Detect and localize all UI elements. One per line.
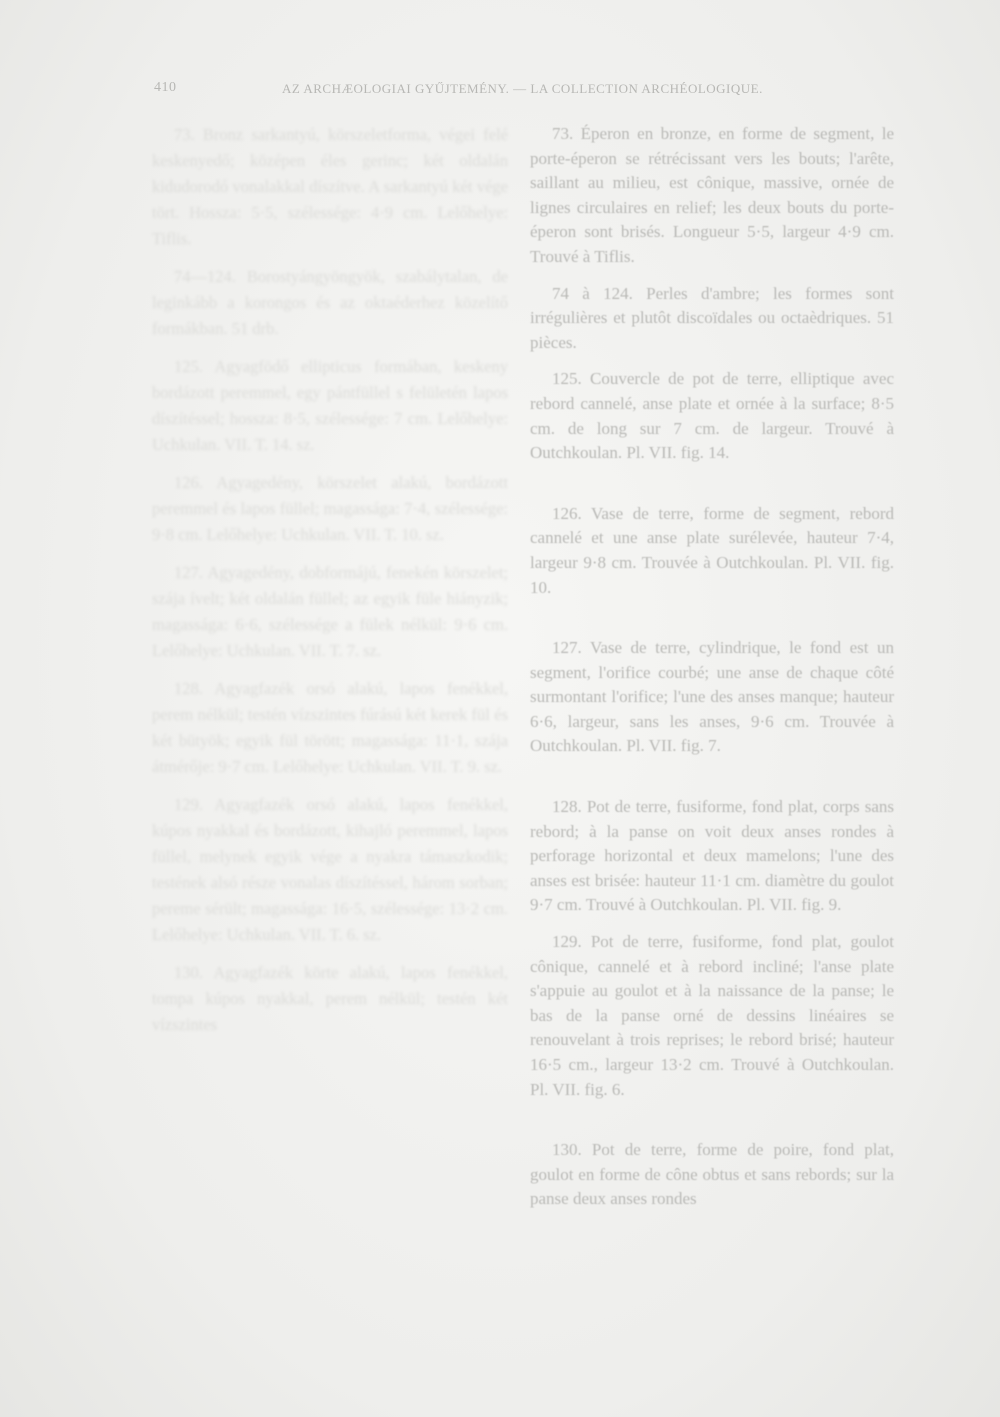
- catalog-entry-fr-126: 126. Vase de terre, forme de segment, rebord cannelé et une anse plate surélevée, hauteur 7·4, largeur 9·8 cm. Trouvée à Outchkoulan. Pl. VII. fig. 10.: [530, 503, 894, 597]
- catalog-entry-hu-129: 129. Agyagfazék orsó alakú, lapos fenékkel, kúpos nyakkal és bordázott, kihajló peremmel, lapos füllel, melynek egyik vége a nyakra támaszkodik; testének alsó része vonalas díszítéssel, három sorban; pereme sérült; magassága: 16·5, szélessége: 13·2 cm. Lelőhelye: Uchkulan. VII. T. 6. sz.: [152, 795, 508, 944]
- hungarian-column: [152, 122, 508, 1050]
- catalog-entry-hu-74-124: 74—124. Borostyángyöngyök, szabálytalan, de leginkább a korongos és az oktaéderhez közelítő formákban. 51 drb.: [152, 267, 508, 338]
- page-number: 410: [154, 80, 177, 95]
- french-column: [530, 122, 894, 1224]
- catalog-entry-fr-127: 127. Vase de terre, cylindrique, le fond est un segment, l'orifice courbé; une anse de chaque côté surmontant l'orifice; l'une des anses manque; hauteur 6·6, largeur, sans les anses, 9·6 cm. Trouvée à Outchkoulan. Pl. VII. fig. 7.: [530, 638, 894, 756]
- catalog-entry-fr-129: 129. Pot de terre, fusiforme, fond plat, goulot cônique, cannelé et à rebord incliné; l'anse plate s'appuie au goulot et à la naissance de la panse; le bas de la panse orné de dessins linéaires se renouvelant à trois reprises; le rebord brisé; hauteur 16·5 cm., largeur 13·2 cm. Trouvé à Outchkoulan. Pl. VII. fig. 6.: [530, 932, 894, 1099]
- catalog-entry-hu-73: 73. Bronz sarkantyú, körszeletforma, végei felé keskenyedő; középen éles gerinc; két oldalán kidudorodó vonalakkal díszítve. A sarkantyú két vége tört. Hossza: 5·5, szélessége: 4·9 cm. Lelőhelye: Tiflis.: [152, 125, 508, 248]
- catalog-entry-fr-74-124: 74 à 124. Perles d'ambre; les formes sont irrégulières et plutôt discoïdales ou octaèdriques. 51 pièces.: [530, 283, 894, 352]
- catalog-entry-hu-127: 127. Agyagedény, dobformájú, fenekén körszelet; szája ívelt; két oldalán füllel; az egyik füle hiányzik; magassága: 6·6, szélessége a fülek nélkül: 9·6 cm. Lelőhelye: Uchkulan. VII. T. 7. sz.: [152, 563, 508, 660]
- running-header: [154, 80, 894, 100]
- catalog-entry-fr-128: 128. Pot de terre, fusiforme, fond plat, corps sans rebord; à la panse on voit deux anses rondes à perforage horizontal et deux mamelons; l'une des anses est brisée: hauteur 11·1 cm. diamètre du goulot 9·7 cm. Trouvé à Outchkoulan. Pl. VII. fig. 9.: [530, 797, 894, 915]
- running-title: AZ ARCHÆOLOGIAI GYŰJTEMÉNY. — LA COLLECTION ARCHÉOLOGIQUE.: [282, 81, 763, 96]
- catalog-entry-hu-130: 130. Agyagfazék körte alakú, lapos fenékkel, tompa kúpos nyakkal, perem nélkül; testén két vízszintes: [152, 963, 508, 1034]
- catalog-entry-fr-73: 73. Éperon en bronze, en forme de segment, le porte-éperon se rétrécissant vers les bouts; l'arête, saillant au milieu, est cônique, massive, ornée de lignes circulaires en relief; les deux bouts du porte-éperon sont brisés. Longueur 5·5, largeur 4·9 cm. Trouvé à Tiflis.: [530, 124, 894, 266]
- catalog-entry-hu-125: 125. Agyagfödő ellipticus formában, keskeny bordázott peremmel, egy pántfüllel s felületén lapos díszítéssel; hossza: 8·5, szélessége: 7 cm. Lelőhelye: Uchkulan. VII. T. 14. sz.: [152, 357, 508, 454]
- catalog-entry-hu-126: 126. Agyagedény, körszelet alakú, bordázott peremmel és lapos füllel; magassága: 7·4, szélessége: 9·8 cm. Lelőhelye: Uchkulan. VII. T. 10. sz.: [152, 473, 508, 544]
- catalog-entry-fr-125: 125. Couvercle de pot de terre, elliptique avec rebord cannelé, anse plate et ornée à la surface; 8·5 cm. de long sur 7 cm. de largeur. Trouvé à Outchkoulan. Pl. VII. fig. 14.: [530, 369, 894, 463]
- catalog-entry-hu-128: 128. Agyagfazék orsó alakú, lapos fenékkel, perem nélkül; testén vízszintes fúrású két kerek fül és két bütyök; egyik fül törött; magassága: 11·1, szája átmérője: 9·7 cm. Lelőhelye: Uchkulan. VII. T. 9. sz.: [152, 679, 508, 776]
- catalog-entry-fr-130: 130. Pot de terre, forme de poire, fond plat, goulot en forme de cône obtus et sans rebords; sur la panse deux anses rondes: [530, 1140, 894, 1209]
